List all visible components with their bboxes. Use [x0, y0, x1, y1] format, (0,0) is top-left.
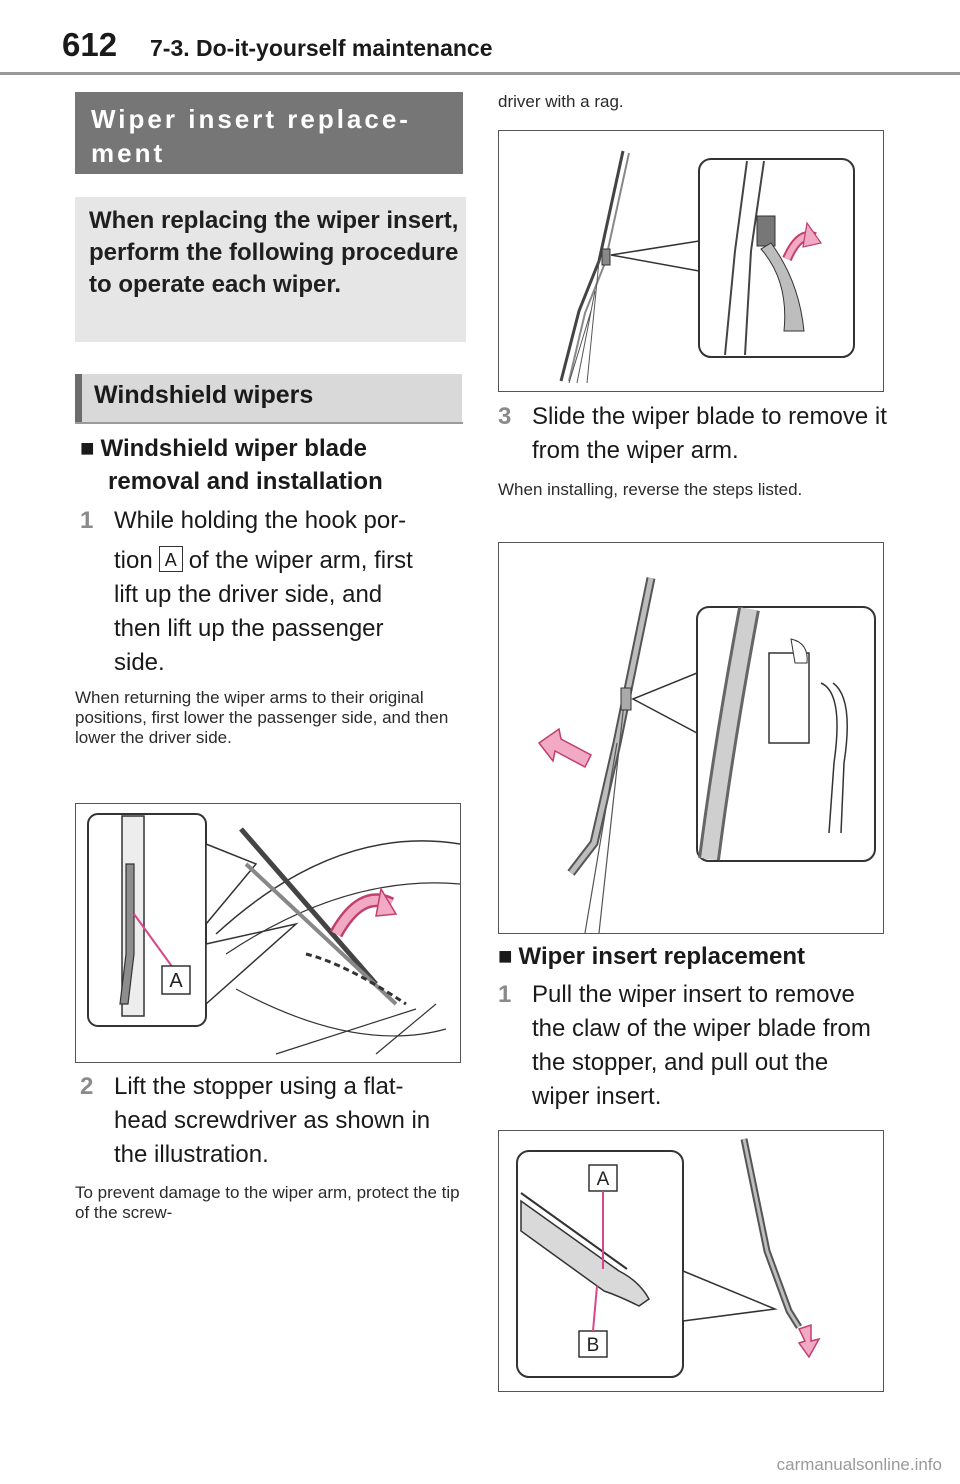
note-protect-tip-continued: driver with a rag. [498, 92, 624, 111]
step-insert-1 [498, 978, 898, 1118]
step-number: 1 [80, 507, 94, 534]
subsection-heading: Windshield wipers [94, 381, 314, 409]
note-protect-tip: To prevent damage to the wiper arm, protect the tip of the screw- [75, 1183, 460, 1222]
subitem-heading-insert: ■ Wiper insert replacement [498, 943, 806, 970]
square-bullet-icon: ■ [498, 943, 513, 970]
intro-text: When replacing the wiper insert, perform the following procedure to operate each wiper. [89, 207, 459, 298]
section-title: 7-3. Do-it-yourself maintenance [150, 35, 493, 61]
step-text: Pull the wiper insert to remove the claw of the wiper blade from the stopper, and pull out the wiper insert. [532, 981, 871, 1110]
step-3 [498, 400, 898, 470]
step-2 [80, 1070, 470, 1180]
figure-label-b: B [586, 1335, 600, 1356]
subitem-heading: ■ Windshield wiper blade removal and installation [80, 435, 383, 495]
label-tag-a: A [159, 546, 183, 572]
step-text: Slide the wiper blade to remove it from the wiper arm. [532, 403, 887, 464]
step-text: While holding the hook por- tion A of the wiper arm, first lift up the driver side, and then lift up the passenger side. [114, 507, 413, 676]
intro-box [75, 197, 466, 342]
subsection-heading-box [75, 374, 462, 422]
page-number: 612 [62, 26, 118, 63]
subsection-divider [75, 422, 463, 424]
step-1 [80, 504, 470, 674]
topic-heading: Wiper insert replace- ment [91, 104, 411, 168]
topic-heading-box [75, 92, 463, 174]
figure-label-a: A [596, 1169, 610, 1190]
step-number: 2 [80, 1073, 94, 1100]
step-number: 3 [498, 403, 512, 430]
header-divider [0, 72, 960, 75]
figure-label-a: A [169, 970, 183, 992]
step-text: Lift the stopper using a flat-head screwdriver as shown in the illustration. [114, 1073, 431, 1168]
step-number: 1 [498, 981, 512, 1008]
note-returning-arms: When returning the wiper arms to their original positions, first lower the passenger side, and then lower the driver side. [75, 688, 449, 747]
square-bullet-icon: ■ [80, 435, 95, 462]
figure-lift-stopper [498, 130, 884, 392]
figure-lift-wiper-arm [75, 803, 461, 1063]
figure-pull-insert [498, 1130, 884, 1392]
figure-slide-blade [498, 542, 884, 934]
note-installing: When installing, reverse the steps listed. [498, 480, 803, 499]
watermark: carmanualsonline.info [776, 1455, 942, 1474]
